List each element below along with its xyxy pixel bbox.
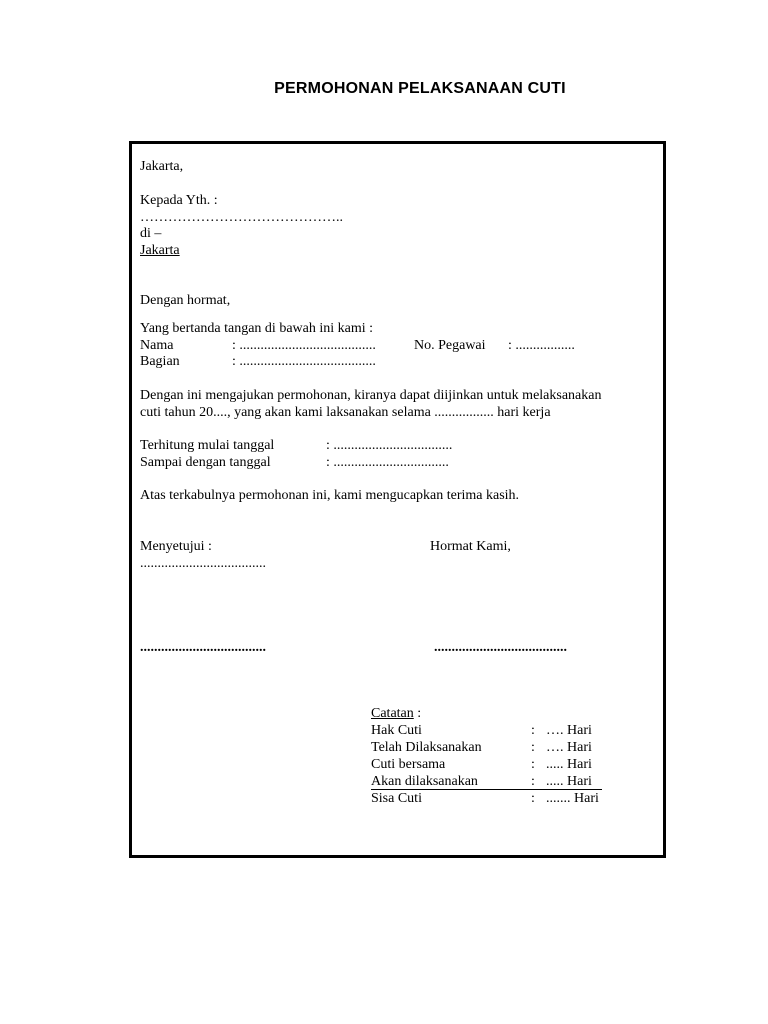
closing-text: Atas terkabulnya permohonan ini, kami mengucapkan terima kasih. — [140, 488, 520, 503]
document-title: PERMOHONAN PELAKSANAAN CUTI — [274, 80, 566, 97]
notes-heading-label: Catatan — [371, 706, 414, 721]
signature-line-left: .................................... — [140, 640, 266, 655]
start-date-label: Terhitung mulai tanggal — [140, 438, 275, 453]
no-pegawai-label: No. Pegawai — [414, 338, 486, 353]
notes-heading-colon: : — [413, 706, 422, 721]
notes-row-label: Akan dilaksanakan — [371, 774, 478, 789]
request-line-1: Dengan ini mengajukan permohonan, kiranya dapat diijinkan untuk melaksanakan — [140, 388, 602, 403]
end-date-field[interactable]: : ................................. — [326, 455, 449, 470]
approval-label: Menyetujui : — [140, 539, 212, 554]
nama-field[interactable]: : ....................................... — [232, 338, 376, 353]
end-date-label: Sampai dengan tanggal — [140, 455, 271, 470]
notes-row-value: ..... Hari — [546, 757, 592, 772]
notes-row-label: Cuti bersama — [371, 757, 446, 772]
bagian-label: Bagian — [140, 354, 180, 369]
notes-sum-line — [371, 789, 602, 790]
notes-row-colon: : — [531, 723, 535, 738]
undersigned-text: Yang bertanda tangan di bawah ini kami : — [140, 321, 374, 336]
request-line-2: cuti tahun 20...., yang akan kami laksanakan selama ................. hari kerja — [140, 405, 551, 420]
salutation: Dengan hormat, — [140, 293, 231, 308]
notes-row-colon: : — [531, 757, 535, 772]
recipient-dots: …………………………………….. — [140, 210, 343, 225]
recipient-label: Kepada Yth. : — [140, 193, 218, 208]
nama-label: Nama — [140, 338, 174, 353]
di-text: di – — [140, 226, 162, 241]
notes-row-label: Sisa Cuti — [371, 791, 422, 806]
notes-row-value: ..... Hari — [546, 774, 592, 789]
notes-row-colon: : — [531, 740, 535, 755]
approval-dots: .................................... — [140, 556, 266, 571]
start-date-field[interactable]: : .................................. — [326, 438, 453, 453]
place-text: Jakarta, — [140, 159, 184, 174]
notes-row-value: ....... Hari — [546, 791, 599, 806]
notes-row-label: Telah Dilaksanakan — [371, 740, 482, 755]
notes-row-label: Hak Cuti — [371, 723, 422, 738]
notes-row-value: …. Hari — [546, 740, 592, 755]
recipient-city: Jakarta — [140, 243, 180, 258]
notes-row-value: …. Hari — [546, 723, 592, 738]
signature-line-right: ...................................... — [434, 640, 567, 655]
notes-row-colon: : — [531, 791, 535, 806]
notes-row-colon: : — [531, 774, 535, 789]
no-pegawai-field[interactable]: : ................. — [508, 338, 575, 353]
respect-label: Hormat Kami, — [430, 539, 511, 554]
notes-heading — [371, 706, 421, 722]
bagian-field[interactable]: : ....................................... — [232, 354, 376, 369]
